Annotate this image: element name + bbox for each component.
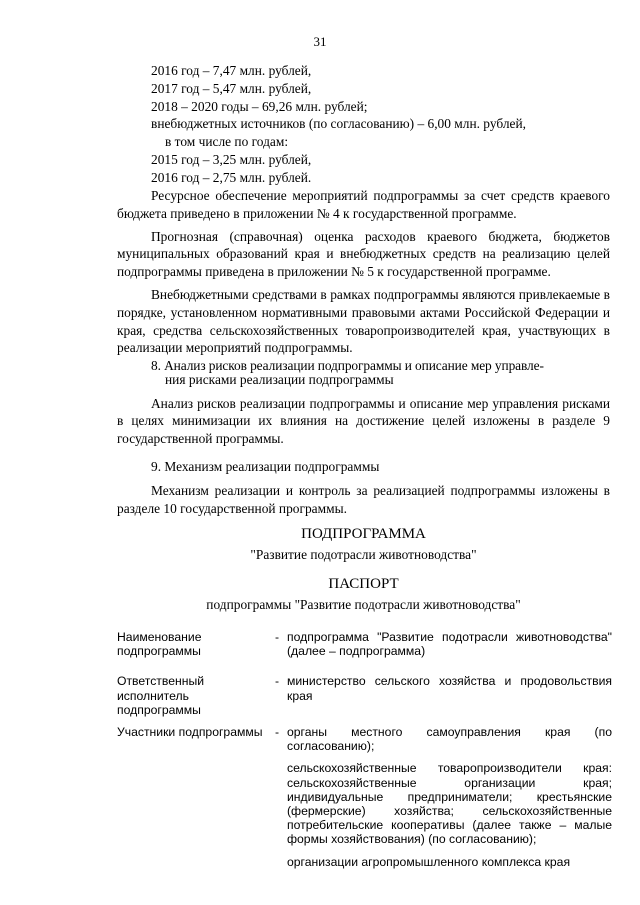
funding-line: внебюджетных источников (по согласованию) – 6,00 млн. рублей, (151, 116, 526, 132)
paragraph: Прогнозная (справочная) оценка расходов краевого бюджета, бюджетов муниципальных образований края и внебюджетных средств на реализацию целей подпрограммы приведена в приложении № 5 к государственной программе. (117, 228, 610, 280)
passport-value-text: сельскохозяйственные товаропроизводители края: сельскохозяйственные организации края; индивидуальные предприниматели; крестьянские (фермерские) хозяйства; сельскохозяйственные потребительские кооперативы (далее также – малые формы хозяйствования) (по согласованию); (287, 761, 612, 847)
section-8-heading: 8. Анализ рисков реализации подпрограммы и описание мер управле- (151, 358, 544, 373)
section-9 (117, 458, 610, 517)
passport-row (117, 674, 612, 717)
passport-row-dash: - (274, 674, 280, 689)
funding-line: в том числе по годам: (165, 134, 289, 150)
funding-line: 2016 год – 2,75 млн. рублей. (151, 169, 312, 185)
passport-row (117, 630, 612, 666)
funding-line: 2015 год – 3,25 млн. рублей, (151, 151, 312, 167)
passport-title: ПАСПОРТ (328, 576, 399, 592)
passport-value-text: организации агропромышленного комплекса края (287, 854, 571, 869)
funding-line: 2018 – 2020 годы – 69,26 млн. рублей; (151, 98, 368, 114)
passport-row-value (287, 725, 612, 877)
passport-value-text: органы местного самоуправления края (по согласованию); (287, 725, 612, 754)
subprogram-name: "Развитие подотрасли животноводства" (250, 547, 477, 562)
passport-value-text: министерство сельского хозяйства и продовольствия края (287, 674, 612, 703)
section-9-heading: 9. Механизм реализации подпрограммы (151, 459, 380, 474)
page-number: 31 (313, 34, 327, 49)
subprogram-title: ПОДПРОГРАММА (301, 526, 426, 542)
section-9-text: Механизм реализации и контроль за реализацией подпрограммы изложены в разделе 10 государственной программы. (117, 482, 610, 516)
passport-row-value (287, 630, 612, 666)
passport-row-label: Ответственный исполнитель подпрограммы (117, 674, 205, 717)
passport-row-dash: - (274, 725, 280, 740)
resource-paragraphs (117, 187, 610, 357)
passport-value-text: подпрограмма "Развитие подотрасли животноводства" (далее – подпрограмма) (287, 630, 612, 659)
paragraph: Внебюджетными средствами в рамках подпрограммы являются привлекаемые в порядке, установленном нормативными правовыми актами Российской Федерации и края, средства сельскохозяйственных товаропроизводителей края, участвующих в реализации мероприятий подпрограммы. (117, 286, 610, 356)
funding-line: 2016 год – 7,47 млн. рублей, (151, 63, 312, 78)
paragraph: Ресурсное обеспечение мероприятий подпрограммы за счет средств краевого бюджета приведено в приложении № 4 к государственной программе. (117, 188, 610, 221)
passport-row-value (287, 674, 612, 710)
passport-row-label: Наименование подпрограммы (117, 630, 202, 659)
funding-line: 2017 год – 5,47 млн. рублей, (151, 80, 312, 96)
section-8-text: Анализ рисков реализации подпрограммы и описание мер управления рисками в целях минимизации их влияния на достижение целей изложены в разделе 9 государственной программы. (117, 395, 610, 447)
funding-lines (117, 62, 610, 187)
passport-subtitle: подпрограммы "Развитие подотрасли животноводства" (206, 597, 521, 612)
section-8 (117, 357, 610, 448)
passport-row-dash: - (274, 630, 280, 644)
section-8-heading-cont: ния рисками реализации подпрограммы (165, 371, 394, 387)
passport-table (117, 630, 612, 885)
passport-row-label: Участники подпрограммы (117, 725, 263, 740)
passport-row (117, 725, 612, 877)
